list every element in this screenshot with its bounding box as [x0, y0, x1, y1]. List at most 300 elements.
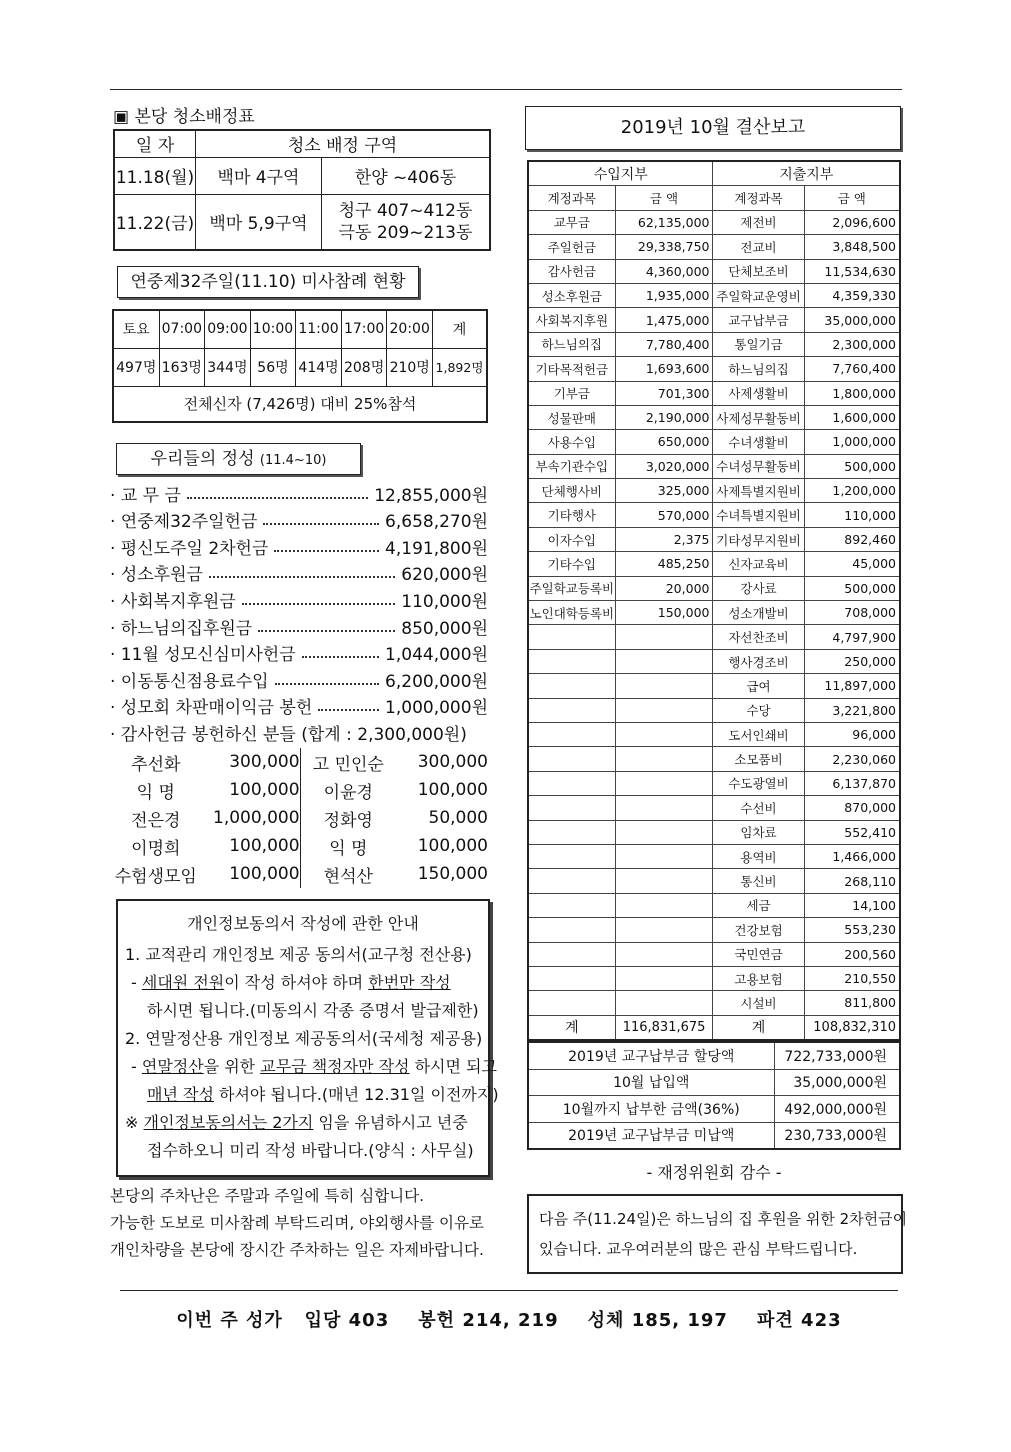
mass-h-0: 토요: [113, 310, 159, 348]
donation-item: [110, 640, 488, 666]
income-amount: 29,338,750: [615, 235, 713, 259]
expense-item: 임차료: [713, 820, 804, 844]
thanks-name: 전은경: [131, 810, 181, 831]
clean-detail-2a: 청구 407~412동: [338, 200, 473, 221]
finance-row: [528, 844, 900, 868]
expense-item: 자선찬조비: [713, 625, 804, 649]
expense-amount: 250,000: [804, 649, 900, 673]
finance-row: [528, 747, 900, 771]
allocation-row: [528, 1096, 900, 1123]
income-item: [528, 918, 615, 942]
income-amount: 650,000: [615, 430, 713, 454]
thanks-name: 추선화: [131, 754, 181, 775]
expense-item: 세금: [713, 893, 804, 917]
income-amount: [615, 722, 713, 746]
expense-amount: 14,100: [804, 893, 900, 917]
income-item: [528, 771, 615, 795]
income-item: [528, 747, 615, 771]
dot-leader: [275, 674, 379, 685]
expense-amount: 1,466,000: [804, 844, 900, 868]
finance-row: [528, 796, 900, 820]
privacy-line-5: [125, 1053, 497, 1081]
income-amount: 3,020,000: [615, 454, 713, 478]
expense-amount: 2,300,000: [804, 332, 900, 356]
thanks-amount: 100,000: [417, 836, 488, 856]
privacy-line-7: [125, 1109, 488, 1137]
income-item: 기타행사: [528, 503, 615, 527]
thanks-name: 수험생모임: [114, 866, 197, 887]
mass-h-5: 17:00: [341, 310, 387, 348]
finance-row: [528, 991, 900, 1015]
dot-leader: [318, 700, 379, 711]
finance-row: [528, 625, 900, 649]
income-amount: [615, 747, 713, 771]
privacy-line-1: 1. 교적관리 개인정보 제공 동의서(교구청 전산용): [125, 945, 472, 964]
income-amount: 570,000: [615, 503, 713, 527]
donation-name: · 하느님의집후원금: [110, 618, 253, 639]
thanks-row: [112, 832, 488, 860]
allocation-label: 2019년 교구납부금 미납액: [528, 1122, 774, 1149]
expense-amount: 708,000: [804, 601, 900, 625]
finance-row: [528, 942, 900, 966]
privacy-2c: 이 작성 하셔야 하며: [224, 973, 369, 992]
expense-item: 통일기금: [713, 332, 804, 356]
income-amount: [615, 649, 713, 673]
expense-item: 도서인쇄비: [713, 722, 804, 746]
finance-row: [528, 479, 900, 503]
clean-date-1: 11.18(월): [114, 157, 196, 194]
privacy-2a: -: [131, 973, 142, 992]
income-amount: 325,000: [615, 479, 713, 503]
thanks-amount: 150,000: [417, 864, 488, 884]
thanks-row: [112, 804, 488, 832]
privacy-6b: 하셔야 됩니다.(매년 12.31일 이전까지): [213, 1085, 499, 1104]
allocation-amount: 492,000,000원: [774, 1096, 900, 1123]
finance-row: [528, 918, 900, 942]
finance-row: [528, 576, 900, 600]
privacy-5b: 연말정산: [141, 1057, 204, 1076]
income-item: [528, 869, 615, 893]
donation-amount: 1,000,000원: [385, 698, 488, 719]
income-item: 교무금: [528, 210, 615, 234]
expense-head: 지출지부: [713, 161, 900, 186]
parking-line-2: 가능한 도보로 미사참례 부탁드리며, 야외행사를 이유로: [110, 1214, 484, 1232]
parking-notice: [110, 1183, 484, 1264]
expense-amount: 1,200,000: [804, 479, 900, 503]
finance-row: [528, 332, 900, 356]
col-item-ex: 계정과목: [713, 186, 804, 210]
clean-detail-1: 한양 ~406동: [322, 157, 491, 194]
income-amount: [615, 674, 713, 698]
expense-item: 건강보험: [713, 918, 804, 942]
income-head: 수입지부: [528, 161, 713, 186]
finance-row: [528, 869, 900, 893]
col-date: 일 자: [114, 130, 196, 157]
allocation-amount: 722,733,000원: [774, 1042, 900, 1069]
expense-item: 단체보조비: [713, 259, 804, 283]
finance-row: [528, 308, 900, 332]
allocation-label: 10월 납입액: [528, 1069, 774, 1096]
thanks-heading: · 감사헌금 봉헌하신 분들 (합계 : 2,300,000원): [110, 725, 467, 745]
income-amount: [615, 698, 713, 722]
finance-row: [528, 966, 900, 990]
expense-amount: 892,460: [804, 527, 900, 551]
cleaning-table: [113, 129, 491, 251]
mass-h-6: 20:00: [387, 310, 433, 348]
income-item: 감사헌금: [528, 259, 615, 283]
income-amount: [615, 893, 713, 917]
income-item: 하느님의집: [528, 332, 615, 356]
donation-amount: 110,000원: [401, 591, 488, 612]
donation-name: · 연중제32주일헌금: [110, 512, 258, 533]
expense-item: 하느님의집: [713, 357, 804, 381]
top-rule: [110, 89, 902, 90]
privacy-line-4: 2. 연말정산용 개인정보 제공동의서(국세청 제공용): [125, 1029, 483, 1048]
expense-item: 통신비: [713, 869, 804, 893]
privacy-5d: 교무금 책정자만 작성: [260, 1057, 410, 1076]
privacy-5a: -: [131, 1057, 142, 1076]
income-amount: [615, 918, 713, 942]
thanks-name: 익 명: [136, 782, 175, 803]
income-item: [528, 625, 615, 649]
bottom-rule: [120, 1290, 898, 1291]
income-item: [528, 649, 615, 673]
income-item: 이자수입: [528, 527, 615, 551]
col-amount-ex: 금 액: [804, 186, 900, 210]
income-amount: 485,250: [615, 552, 713, 576]
finance-row: [528, 430, 900, 454]
col-amount-in: 금 액: [615, 186, 713, 210]
dot-leader: [187, 488, 368, 499]
donation-amount: 4,191,800원: [385, 538, 488, 559]
dot-leader: [209, 567, 395, 578]
income-amount: 62,135,000: [615, 210, 713, 234]
mass-title: 연중제32주일(11.10) 미사참례 현황: [117, 266, 419, 298]
dot-leader: [242, 594, 396, 605]
privacy-7b: 개인정보동의서는 2가지: [143, 1113, 314, 1132]
donation-amount: 620,000원: [401, 565, 488, 586]
thanks-row: [112, 860, 488, 888]
income-item: 성소후원금: [528, 283, 615, 307]
donation-item: [110, 507, 488, 533]
next-week-line-2: 있습니다. 교우여러분의 많은 관심 부탁드립니다.: [539, 1240, 858, 1258]
expense-total: 108,832,310: [804, 1015, 900, 1040]
income-amount: 4,360,000: [615, 259, 713, 283]
income-item: 기타목적헌금: [528, 357, 615, 381]
expense-amount: 4,797,900: [804, 625, 900, 649]
income-amount: 20,000: [615, 576, 713, 600]
finance-title: 2019년 10월 결산보고: [525, 106, 901, 150]
expense-amount: 110,000: [804, 503, 900, 527]
income-total-label: 계: [528, 1015, 615, 1040]
expense-item: 사제생활비: [713, 381, 804, 405]
finance-row: [528, 381, 900, 405]
expense-amount: 3,221,800: [804, 698, 900, 722]
finance-row: [528, 552, 900, 576]
income-amount: 1,935,000: [615, 283, 713, 307]
mass-footer: 전체신자 (7,426명) 대비 25%참석: [113, 386, 487, 422]
finance-row: [528, 674, 900, 698]
donation-item: [110, 586, 488, 612]
expense-item: 급여: [713, 674, 804, 698]
expense-item: 사제성무활동비: [713, 405, 804, 429]
privacy-line-6: [125, 1081, 499, 1109]
donations-period: (11.4~10): [259, 453, 327, 468]
allocation-label: 2019년 교구납부금 할당액: [528, 1042, 774, 1069]
donations-title-box: [116, 443, 361, 475]
dot-leader: [258, 621, 395, 632]
finance-row: [528, 405, 900, 429]
expense-amount: 2,230,060: [804, 747, 900, 771]
clean-area-1: 백마 4구역: [196, 157, 322, 194]
finance-row: [528, 722, 900, 746]
privacy-7a: ※: [125, 1113, 144, 1132]
mass-h-4: 11:00: [296, 310, 342, 348]
clean-area-2: 백마 5,9구역: [196, 194, 322, 250]
expense-amount: 870,000: [804, 796, 900, 820]
expense-amount: 35,000,000: [804, 308, 900, 332]
income-amount: 7,780,400: [615, 332, 713, 356]
income-amount: [615, 869, 713, 893]
thanks-amount: 300,000: [417, 752, 488, 772]
expense-item: 성소개발비: [713, 601, 804, 625]
income-item: 성물판매: [528, 405, 615, 429]
expense-item: 용역비: [713, 844, 804, 868]
privacy-5e: 하시면 되고: [409, 1057, 497, 1076]
expense-amount: 11,534,630: [804, 259, 900, 283]
clean-date-2: 11.22(금): [114, 194, 196, 250]
finance-row: [528, 454, 900, 478]
donation-item: [110, 533, 488, 559]
expense-amount: 11,897,000: [804, 674, 900, 698]
allocation-amount: 35,000,000원: [774, 1069, 900, 1096]
clean-detail-2b: 극동 209~213동: [338, 222, 473, 243]
expense-item: 고용보험: [713, 966, 804, 990]
donations-title: 우리들의 정성: [150, 449, 255, 469]
next-week-notice: [527, 1194, 908, 1274]
privacy-5c: 을 위한: [203, 1057, 261, 1076]
donation-item: [110, 613, 488, 639]
expense-item: 수선비: [713, 796, 804, 820]
income-item: 기타수입: [528, 552, 615, 576]
donation-amount: 1,044,000원: [385, 645, 488, 666]
donation-name: · 성모회 차판매이익금 봉헌: [110, 698, 313, 719]
income-amount: [615, 991, 713, 1015]
expense-item: 수녀생활비: [713, 430, 804, 454]
expense-amount: 811,800: [804, 991, 900, 1015]
finance-row: [528, 235, 900, 259]
finance-row: [528, 283, 900, 307]
privacy-line-8: 접수하오니 미리 작성 바랍니다.(양식 : 사무실): [147, 1141, 474, 1160]
expense-item: 제전비: [713, 210, 804, 234]
income-amount: 1,693,600: [615, 357, 713, 381]
finance-row: [528, 698, 900, 722]
donation-name: · 이동통신점용료수입: [110, 671, 269, 692]
col-item-in: 계정과목: [528, 186, 615, 210]
income-amount: [615, 625, 713, 649]
expense-amount: 2,096,600: [804, 210, 900, 234]
expense-amount: 553,230: [804, 918, 900, 942]
dot-leader: [302, 647, 379, 658]
expense-item: 수도광열비: [713, 771, 804, 795]
donation-name: · 사회복지후원금: [110, 591, 236, 612]
parking-line-3: 개인차량을 본당에 장시간 주차하는 일은 자제바랍니다.: [110, 1241, 484, 1259]
expense-item: 전교비: [713, 235, 804, 259]
finance-row: [528, 210, 900, 234]
donation-item: [110, 666, 488, 692]
privacy-title: 개인정보동의서 작성에 관한 안내: [187, 914, 419, 933]
finance-row: [528, 649, 900, 673]
expense-item: 기타성무지원비: [713, 527, 804, 551]
expense-amount: 268,110: [804, 869, 900, 893]
finance-table: [527, 160, 901, 1041]
expense-item: 신자교육비: [713, 552, 804, 576]
expense-item: 강사료: [713, 576, 804, 600]
thanks-name: 현석산: [323, 866, 373, 887]
mass-v-0: 497명: [113, 348, 159, 386]
income-amount: 701,300: [615, 381, 713, 405]
expense-item: 소모품비: [713, 747, 804, 771]
mass-table: [112, 309, 488, 423]
clean-detail-2: [322, 194, 491, 250]
expense-item: 주일학교운영비: [713, 283, 804, 307]
expense-amount: 500,000: [804, 576, 900, 600]
donation-item: [110, 480, 488, 506]
mass-v-5: 208명: [341, 348, 387, 386]
mass-h-3: 10:00: [250, 310, 296, 348]
allocation-row: [528, 1042, 900, 1069]
expense-item: 수당: [713, 698, 804, 722]
mass-h-2: 09:00: [205, 310, 251, 348]
income-item: 기부금: [528, 381, 615, 405]
privacy-6a: 매년 작성: [147, 1085, 214, 1104]
income-amount: [615, 771, 713, 795]
finance-row: [528, 527, 900, 551]
thanks-amount: 300,000: [200, 748, 300, 776]
income-amount: [615, 844, 713, 868]
income-item: [528, 991, 615, 1015]
donation-amount: 850,000원: [401, 618, 488, 639]
donation-amount: 6,658,270원: [385, 512, 488, 533]
hymn-list: 이번 주 성가 입당 403 봉헌 214, 219 성체 185, 197 파견 423: [176, 1310, 842, 1331]
expense-item: 국민연금: [713, 942, 804, 966]
donation-name: · 11월 성모신심미사헌금: [110, 645, 296, 666]
finance-row: [528, 357, 900, 381]
income-item: [528, 942, 615, 966]
income-item: [528, 674, 615, 698]
income-amount: 150,000: [615, 601, 713, 625]
dot-leader: [274, 541, 379, 552]
income-item: 노인대학등록비: [528, 601, 615, 625]
expense-item: 행사경조비: [713, 649, 804, 673]
thanks-row: [112, 748, 488, 776]
income-item: 사회복지후원: [528, 308, 615, 332]
income-amount: 2,375: [615, 527, 713, 551]
mass-v-6: 210명: [387, 348, 433, 386]
expense-amount: 6,137,870: [804, 771, 900, 795]
income-amount: [615, 966, 713, 990]
thanks-amount: 100,000: [200, 832, 300, 860]
expense-amount: 1,600,000: [804, 405, 900, 429]
expense-amount: 4,359,330: [804, 283, 900, 307]
mass-h-1: 07:00: [159, 310, 205, 348]
allocation-row: [528, 1069, 900, 1096]
allocation-amount: 230,733,000원: [774, 1122, 900, 1149]
thanks-amount: 100,000: [417, 780, 488, 800]
donation-item: [110, 560, 488, 586]
finance-row: [528, 259, 900, 283]
income-item: [528, 893, 615, 917]
thanks-table: [112, 748, 488, 888]
expense-item: 시설비: [713, 991, 804, 1015]
thanks-amount: 100,000: [200, 776, 300, 804]
income-total: 116,831,675: [615, 1015, 713, 1040]
thanks-row: [112, 776, 488, 804]
income-item: 단체행사비: [528, 479, 615, 503]
finance-row: [528, 503, 900, 527]
expense-amount: 3,848,500: [804, 235, 900, 259]
expense-amount: 500,000: [804, 454, 900, 478]
expense-total-label: 계: [713, 1015, 804, 1040]
thanks-name: 고 민인순: [312, 754, 384, 775]
income-item: [528, 966, 615, 990]
income-amount: 2,190,000: [615, 405, 713, 429]
expense-amount: 96,000: [804, 722, 900, 746]
dot-leader: [263, 514, 379, 525]
privacy-line-3: 하시면 됩니다.(미동의시 각종 증명서 발급제한): [147, 1001, 479, 1020]
expense-amount: 7,760,400: [804, 357, 900, 381]
donation-amount: 12,855,000원: [374, 485, 488, 506]
thanks-amount: 100,000: [200, 860, 300, 888]
finance-row: [528, 820, 900, 844]
donation-amount: 6,200,000원: [385, 671, 488, 692]
mass-v-7: 1,892명: [432, 348, 487, 386]
thanks-name: 이명희: [131, 838, 181, 859]
donation-name: · 성소후원금: [110, 565, 203, 586]
expense-amount: 200,560: [804, 942, 900, 966]
income-item: [528, 844, 615, 868]
donation-name: · 교 무 금: [110, 485, 181, 506]
mass-v-2: 344명: [205, 348, 251, 386]
income-item: [528, 698, 615, 722]
privacy-line-2: [125, 969, 488, 997]
privacy-7c: 임을 유념하시고 년중: [313, 1113, 468, 1132]
next-week-line-1: 다음 주(11.24일)은 하느님의 집 후원을 위한 2차헌금이: [539, 1210, 908, 1228]
audit-note: - 재정위원회 감수 -: [646, 1163, 782, 1182]
finance-row: [528, 893, 900, 917]
expense-item: 사제특별지원비: [713, 479, 804, 503]
income-amount: [615, 796, 713, 820]
allocation-label: 10월까지 납부한 금액(36%): [528, 1096, 774, 1123]
thanks-amount: 1,000,000: [200, 804, 300, 832]
income-amount: 1,475,000: [615, 308, 713, 332]
expense-amount: 1,000,000: [804, 430, 900, 454]
income-item: 부속기관수입: [528, 454, 615, 478]
expense-amount: 210,550: [804, 966, 900, 990]
mass-v-3: 56명: [250, 348, 296, 386]
thanks-name: 이윤경: [323, 782, 373, 803]
mass-v-1: 163명: [159, 348, 205, 386]
income-item: [528, 820, 615, 844]
expense-amount: 552,410: [804, 820, 900, 844]
mass-h-7: 계: [432, 310, 487, 348]
mass-v-4: 414명: [296, 348, 342, 386]
finance-row: [528, 601, 900, 625]
cleaning-heading: ▣ 본당 청소배정표: [113, 107, 255, 127]
privacy-2d: 한번만 작성: [368, 973, 451, 992]
income-item: [528, 722, 615, 746]
income-item: 사용수입: [528, 430, 615, 454]
